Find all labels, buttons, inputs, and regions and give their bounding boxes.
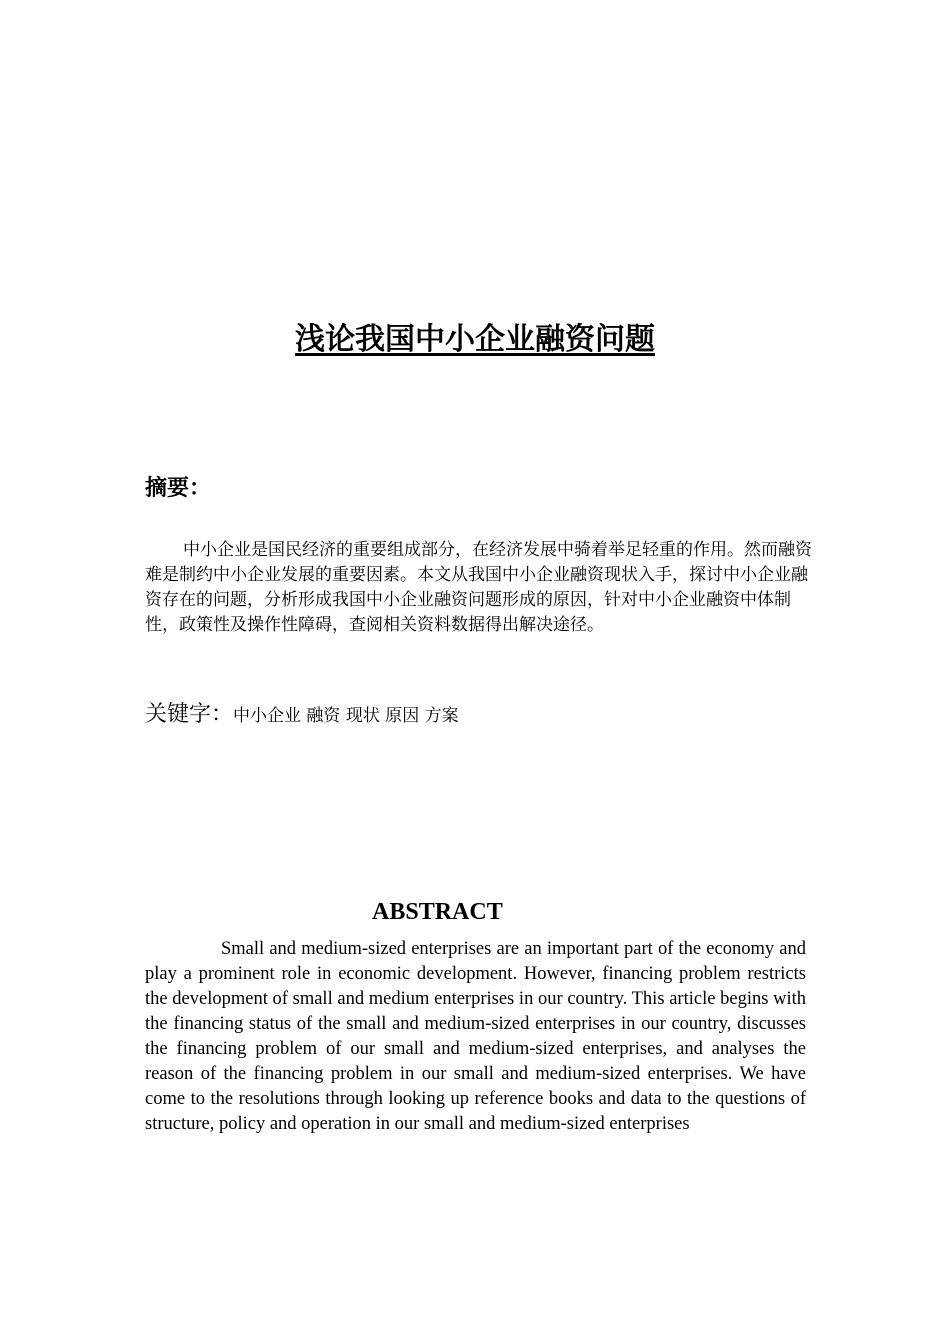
keywords-values: 中小企业 融资 现状 原因 方案 — [233, 706, 459, 726]
abstract-en-heading: ABSTRACT — [372, 899, 503, 925]
abstract-en-body: Small and medium-sized enterprises are an important part of the economy and play a prominent role in economic development. However, financing problem restricts the development of small and medium enterprises in our country. This article begins with the financing status of the small and medium-sized enterprises in our country, discusses the financing problem of our small and medium-sized enterprises, and analyses the reason of the financing problem in our small and medium-sized enterprises. We have come to the resolutions through looking up reference books and data to the questions of structure, policy and operation in our small and medium-sized enterprises — [145, 939, 806, 1134]
abstract-cn-body: 中小企业是国民经济的重要组成部分，在经济发展中骑着举足轻重的作用。然而融资难是制约中小企业发展的重要因素。本文从我国中小企业融资现状入手，探讨中小企业融资存在的问题，分析形成我国中小企业融资问题形成的原因，针对中小企业融资中体制性，政策性及操作性障碍，查阅相关资料数据得出解决途径。 — [145, 540, 812, 635]
abstract-cn-heading: 摘要： — [145, 476, 212, 501]
page-title: 浅论我国中小企业融资问题 — [295, 322, 655, 357]
keywords-line — [145, 700, 815, 731]
keywords-label: 关键字： — [145, 702, 234, 727]
